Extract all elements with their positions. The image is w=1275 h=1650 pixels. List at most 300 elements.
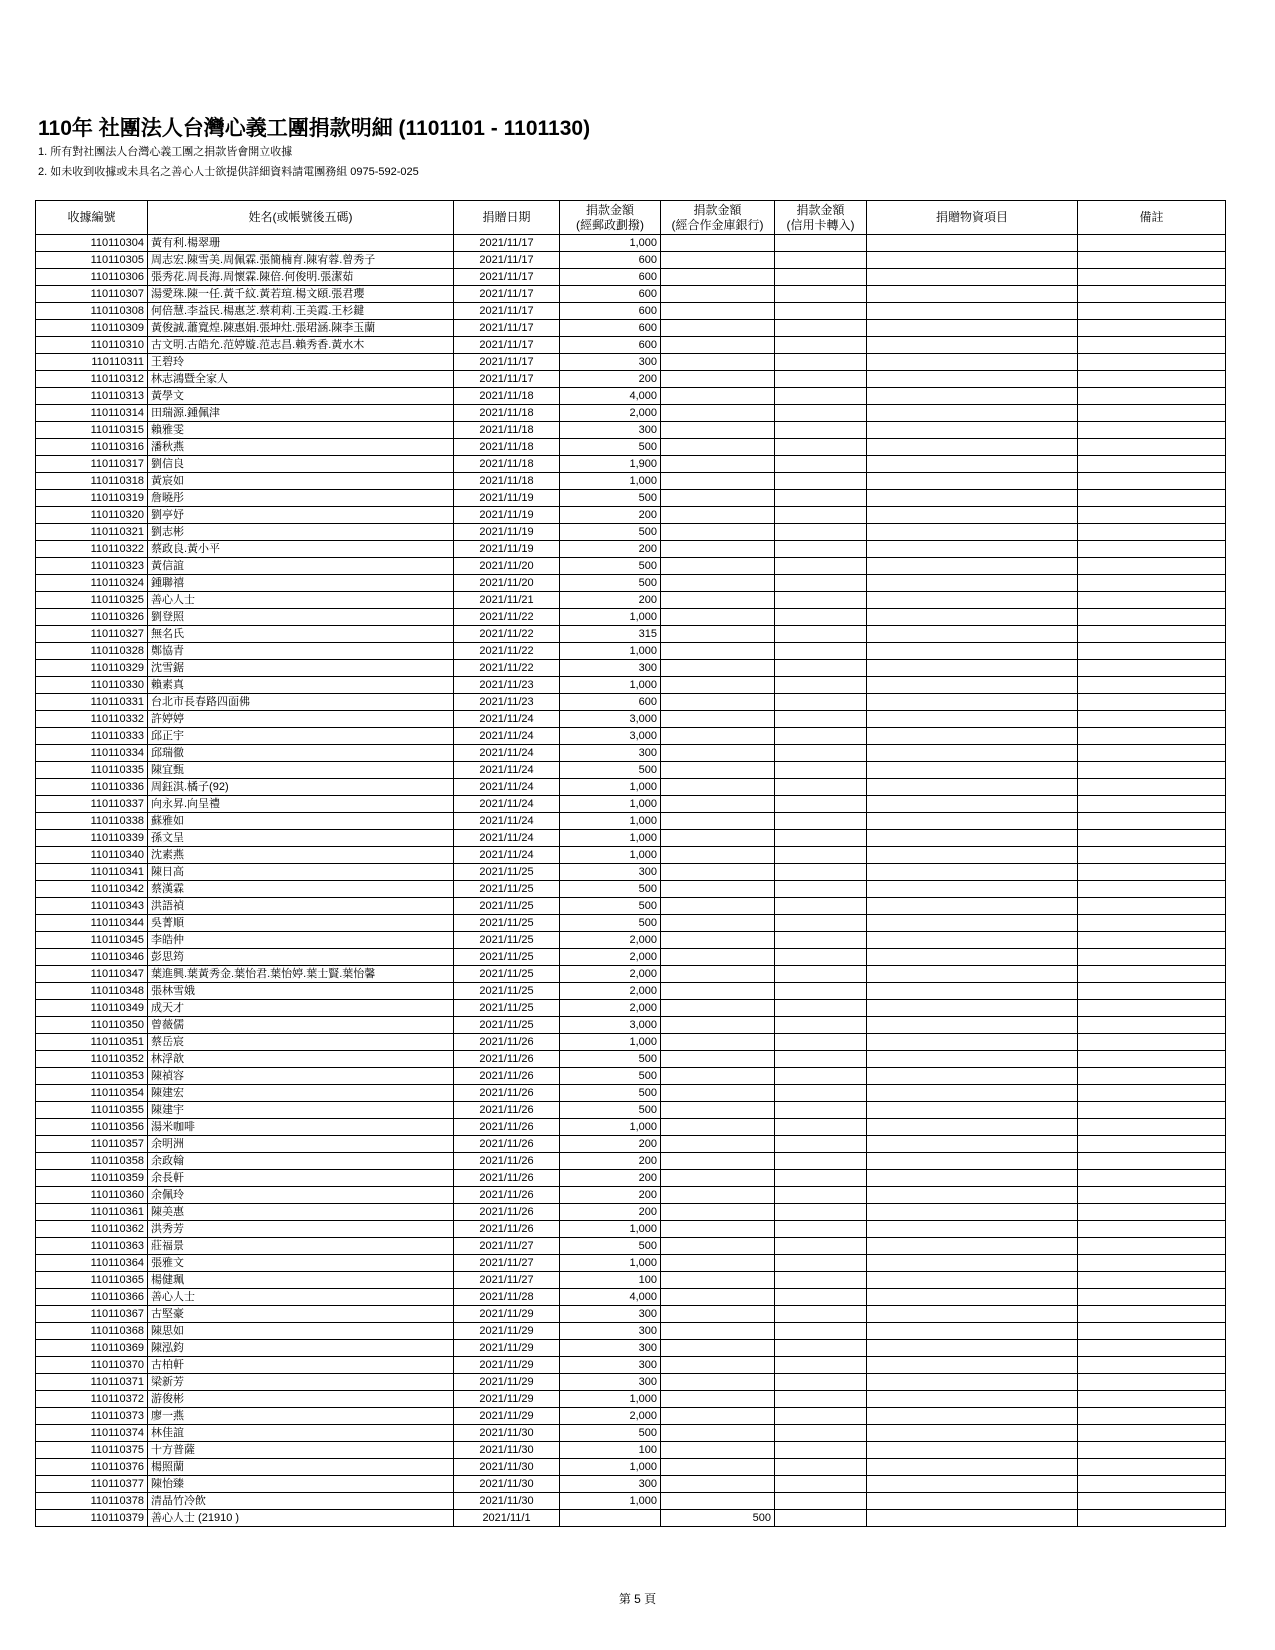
donation-date: 2021/11/23: [454, 677, 560, 694]
bank-amount: [661, 1289, 775, 1306]
card-amount: [775, 1187, 867, 1204]
donor-name: 十方普薩: [148, 1442, 454, 1459]
postal-amount: 1,000: [560, 643, 661, 660]
bank-amount: 500: [661, 1510, 775, 1527]
donation-date: 2021/11/17: [454, 269, 560, 286]
card-amount: [775, 728, 867, 745]
bank-amount: [661, 609, 775, 626]
receipt-number: 110110359: [36, 1170, 148, 1187]
remark: [1078, 388, 1226, 405]
table-row: [36, 711, 1226, 728]
donation-date: 2021/11/30: [454, 1425, 560, 1442]
goods-item: [867, 1153, 1078, 1170]
card-amount: [775, 1034, 867, 1051]
col-header-receipt-no: 收據編號: [36, 201, 148, 235]
col-header-name: 姓名(或帳號後五碼): [148, 201, 454, 235]
receipt-number: 110110357: [36, 1136, 148, 1153]
donor-name: 余佩玲: [148, 1187, 454, 1204]
card-amount: [775, 235, 867, 252]
table-row: [36, 694, 1226, 711]
postal-amount: 300: [560, 864, 661, 881]
donation-date: 2021/11/17: [454, 286, 560, 303]
goods-item: [867, 830, 1078, 847]
remark: [1078, 745, 1226, 762]
donation-date: 2021/11/22: [454, 643, 560, 660]
receipt-number: 110110321: [36, 524, 148, 541]
card-amount: [775, 1425, 867, 1442]
donor-name: 邱正宇: [148, 728, 454, 745]
remark: [1078, 1187, 1226, 1204]
goods-item: [867, 286, 1078, 303]
remark: [1078, 609, 1226, 626]
table-row: [36, 830, 1226, 847]
postal-amount: 500: [560, 762, 661, 779]
donor-name: 清晶竹冷飲: [148, 1493, 454, 1510]
postal-amount: 300: [560, 1357, 661, 1374]
remark: [1078, 320, 1226, 337]
table-row: [36, 541, 1226, 558]
card-amount: [775, 847, 867, 864]
donation-date: 2021/11/22: [454, 609, 560, 626]
bank-amount: [661, 1459, 775, 1476]
card-amount: [775, 252, 867, 269]
postal-amount: 100: [560, 1442, 661, 1459]
donation-date: 2021/11/26: [454, 1102, 560, 1119]
goods-item: [867, 439, 1078, 456]
remark: [1078, 1068, 1226, 1085]
goods-item: [867, 694, 1078, 711]
goods-item: [867, 354, 1078, 371]
goods-item: [867, 1204, 1078, 1221]
bank-amount: [661, 371, 775, 388]
card-amount: [775, 915, 867, 932]
goods-item: [867, 320, 1078, 337]
card-amount: [775, 830, 867, 847]
receipt-number: 110110332: [36, 711, 148, 728]
card-amount: [775, 1085, 867, 1102]
bank-amount: [661, 303, 775, 320]
receipt-number: 110110314: [36, 405, 148, 422]
postal-amount: 300: [560, 422, 661, 439]
donation-date: 2021/11/18: [454, 422, 560, 439]
receipt-number: 110110340: [36, 847, 148, 864]
card-amount: [775, 813, 867, 830]
bank-amount: [661, 1476, 775, 1493]
table-row: [36, 388, 1226, 405]
remark: [1078, 592, 1226, 609]
receipt-number: 110110366: [36, 1289, 148, 1306]
donor-name: 陳美惠: [148, 1204, 454, 1221]
bank-amount: [661, 1408, 775, 1425]
goods-item: [867, 796, 1078, 813]
col-header-date: 捐贈日期: [454, 201, 560, 235]
receipt-number: 110110316: [36, 439, 148, 456]
bank-amount: [661, 1153, 775, 1170]
table-row: [36, 1255, 1226, 1272]
table-row: [36, 609, 1226, 626]
donor-name: 張雅文: [148, 1255, 454, 1272]
receipt-number: 110110342: [36, 881, 148, 898]
receipt-number: 110110319: [36, 490, 148, 507]
bank-amount: [661, 507, 775, 524]
postal-amount: 500: [560, 1425, 661, 1442]
goods-item: [867, 1493, 1078, 1510]
donation-date: 2021/11/24: [454, 745, 560, 762]
donation-date: 2021/11/17: [454, 337, 560, 354]
donation-date: 2021/11/21: [454, 592, 560, 609]
donation-date: 2021/11/17: [454, 371, 560, 388]
table-row: [36, 966, 1226, 983]
postal-amount: [560, 1510, 661, 1527]
table-row: [36, 949, 1226, 966]
postal-amount: 500: [560, 558, 661, 575]
goods-item: [867, 1136, 1078, 1153]
donation-date: 2021/11/19: [454, 507, 560, 524]
postal-amount: 200: [560, 507, 661, 524]
card-amount: [775, 558, 867, 575]
remark: [1078, 643, 1226, 660]
receipt-number: 110110325: [36, 592, 148, 609]
card-amount: [775, 1238, 867, 1255]
remark: [1078, 677, 1226, 694]
card-amount: [775, 456, 867, 473]
goods-item: [867, 337, 1078, 354]
remark: [1078, 1085, 1226, 1102]
donor-name: 古堅豪: [148, 1306, 454, 1323]
remark: [1078, 1391, 1226, 1408]
table-row: [36, 1459, 1226, 1476]
donor-name: 陳怡臻: [148, 1476, 454, 1493]
donor-name: 張秀花.周長海.周懷霖.陳倍.何俊明.張潔茹: [148, 269, 454, 286]
donor-name: 余長軒: [148, 1170, 454, 1187]
postal-amount: 300: [560, 1374, 661, 1391]
remark: [1078, 1323, 1226, 1340]
bank-amount: [661, 1323, 775, 1340]
goods-item: [867, 677, 1078, 694]
bank-amount: [661, 762, 775, 779]
donation-date: 2021/11/25: [454, 983, 560, 1000]
postal-amount: 500: [560, 1051, 661, 1068]
goods-item: [867, 1119, 1078, 1136]
goods-item: [867, 1068, 1078, 1085]
donor-name: 湯愛珠.陳一任.黃千紋.黃若瑄.楊文頤.張君瓔: [148, 286, 454, 303]
card-amount: [775, 1408, 867, 1425]
donor-name: 向永昇.向呈禮: [148, 796, 454, 813]
postal-amount: 1,000: [560, 796, 661, 813]
receipt-number: 110110352: [36, 1051, 148, 1068]
donation-date: 2021/11/26: [454, 1119, 560, 1136]
bank-amount: [661, 235, 775, 252]
remark: [1078, 507, 1226, 524]
postal-amount: 1,000: [560, 1255, 661, 1272]
table-row: [36, 422, 1226, 439]
donation-date: 2021/11/29: [454, 1357, 560, 1374]
bank-amount: [661, 1017, 775, 1034]
table-row: [36, 915, 1226, 932]
donor-name: 曾薇儒: [148, 1017, 454, 1034]
goods-item: [867, 1238, 1078, 1255]
goods-item: [867, 1085, 1078, 1102]
card-amount: [775, 1017, 867, 1034]
receipt-number: 110110362: [36, 1221, 148, 1238]
remark: [1078, 1408, 1226, 1425]
postal-amount: 600: [560, 320, 661, 337]
postal-amount: 500: [560, 1238, 661, 1255]
table-row: [36, 1408, 1226, 1425]
remark: [1078, 762, 1226, 779]
postal-amount: 1,000: [560, 677, 661, 694]
table-row: [36, 813, 1226, 830]
receipt-number: 110110346: [36, 949, 148, 966]
card-amount: [775, 269, 867, 286]
bank-amount: [661, 1000, 775, 1017]
postal-amount: 600: [560, 269, 661, 286]
receipt-number: 110110355: [36, 1102, 148, 1119]
goods-item: [867, 1425, 1078, 1442]
donation-date: 2021/11/27: [454, 1238, 560, 1255]
postal-amount: 2,000: [560, 405, 661, 422]
donation-date: 2021/11/18: [454, 405, 560, 422]
table-row: [36, 1306, 1226, 1323]
card-amount: [775, 1442, 867, 1459]
col-header-card-amount: 捐款金額 (信用卡轉入): [775, 201, 867, 235]
donation-date: 2021/11/17: [454, 320, 560, 337]
postal-amount: 3,000: [560, 728, 661, 745]
remark: [1078, 252, 1226, 269]
table-row: [36, 371, 1226, 388]
bank-amount: [661, 1357, 775, 1374]
postal-amount: 315: [560, 626, 661, 643]
donation-date: 2021/11/29: [454, 1374, 560, 1391]
remark: [1078, 1510, 1226, 1527]
table-row: [36, 405, 1226, 422]
receipt-number: 110110377: [36, 1476, 148, 1493]
table-row: [36, 592, 1226, 609]
receipt-number: 110110311: [36, 354, 148, 371]
table-row: [36, 1102, 1226, 1119]
bank-amount: [661, 966, 775, 983]
card-amount: [775, 1170, 867, 1187]
card-amount: [775, 303, 867, 320]
table-row: [36, 473, 1226, 490]
card-amount: [775, 762, 867, 779]
remark: [1078, 303, 1226, 320]
donor-name: 梁新芳: [148, 1374, 454, 1391]
receipt-number: 110110307: [36, 286, 148, 303]
postal-amount: 600: [560, 337, 661, 354]
bank-amount: [661, 320, 775, 337]
donation-date: 2021/11/25: [454, 898, 560, 915]
bank-amount: [661, 1340, 775, 1357]
table-row: [36, 762, 1226, 779]
donor-name: 林志鴻暨全家人: [148, 371, 454, 388]
table-row: [36, 660, 1226, 677]
card-amount: [775, 1204, 867, 1221]
donor-name: 周鈺淇.橘子(92): [148, 779, 454, 796]
donor-name: 林浮歆: [148, 1051, 454, 1068]
remark: [1078, 1238, 1226, 1255]
remark: [1078, 728, 1226, 745]
donor-name: 陳泓鈞: [148, 1340, 454, 1357]
receipt-number: 110110348: [36, 983, 148, 1000]
bank-amount: [661, 1255, 775, 1272]
table-row: [36, 1034, 1226, 1051]
remark: [1078, 473, 1226, 490]
bank-amount: [661, 983, 775, 1000]
goods-item: [867, 575, 1078, 592]
postal-amount: 300: [560, 1306, 661, 1323]
donation-date: 2021/11/24: [454, 711, 560, 728]
remark: [1078, 881, 1226, 898]
goods-item: [867, 609, 1078, 626]
card-amount: [775, 898, 867, 915]
receipt-number: 110110371: [36, 1374, 148, 1391]
receipt-number: 110110345: [36, 932, 148, 949]
remark: [1078, 1119, 1226, 1136]
goods-item: [867, 864, 1078, 881]
goods-item: [867, 269, 1078, 286]
donation-date: 2021/11/18: [454, 388, 560, 405]
card-amount: [775, 966, 867, 983]
card-amount: [775, 1374, 867, 1391]
donor-name: 蘇雅如: [148, 813, 454, 830]
bank-amount: [661, 592, 775, 609]
donation-date: 2021/11/25: [454, 966, 560, 983]
postal-amount: 2,000: [560, 983, 661, 1000]
bank-amount: [661, 1493, 775, 1510]
goods-item: [867, 422, 1078, 439]
card-amount: [775, 1323, 867, 1340]
postal-amount: 1,000: [560, 235, 661, 252]
receipt-number: 110110329: [36, 660, 148, 677]
goods-item: [867, 898, 1078, 915]
donation-date: 2021/11/17: [454, 303, 560, 320]
receipt-number: 110110344: [36, 915, 148, 932]
postal-amount: 100: [560, 1272, 661, 1289]
postal-amount: 1,000: [560, 1221, 661, 1238]
bank-amount: [661, 1391, 775, 1408]
goods-item: [867, 1459, 1078, 1476]
donor-name: 余明洲: [148, 1136, 454, 1153]
donation-date: 2021/11/26: [454, 1221, 560, 1238]
bank-amount: [661, 354, 775, 371]
remark: [1078, 898, 1226, 915]
donor-name: 葉進興.葉黃秀金.葉怡君.葉怡婷.葉士賢.葉怡馨: [148, 966, 454, 983]
donation-date: 2021/11/19: [454, 541, 560, 558]
table-row: [36, 1221, 1226, 1238]
receipt-number: 110110330: [36, 677, 148, 694]
card-amount: [775, 337, 867, 354]
remark: [1078, 779, 1226, 796]
postal-amount: 600: [560, 286, 661, 303]
donation-date: 2021/11/26: [454, 1187, 560, 1204]
donor-name: 台北市長春路四面佛: [148, 694, 454, 711]
bank-amount: [661, 1102, 775, 1119]
card-amount: [775, 1340, 867, 1357]
col-header-bank-amount: 捐款金額 (經合作金庫銀行): [661, 201, 775, 235]
card-amount: [775, 1119, 867, 1136]
goods-item: [867, 949, 1078, 966]
table-row: [36, 983, 1226, 1000]
table-row: [36, 898, 1226, 915]
donation-date: 2021/11/24: [454, 779, 560, 796]
goods-item: [867, 1272, 1078, 1289]
remark: [1078, 796, 1226, 813]
postal-amount: 1,000: [560, 1391, 661, 1408]
donation-table: [35, 200, 1226, 1527]
receipt-number: 110110309: [36, 320, 148, 337]
donor-name: 田瑞源.鍾佩津: [148, 405, 454, 422]
goods-item: [867, 1374, 1078, 1391]
postal-amount: 600: [560, 252, 661, 269]
donor-name: 潘秋燕: [148, 439, 454, 456]
donation-date: 2021/11/30: [454, 1493, 560, 1510]
donor-name: 廖一燕: [148, 1408, 454, 1425]
receipt-number: 110110336: [36, 779, 148, 796]
donation-date: 2021/11/19: [454, 524, 560, 541]
bank-amount: [661, 796, 775, 813]
goods-item: [867, 1051, 1078, 1068]
goods-item: [867, 524, 1078, 541]
card-amount: [775, 592, 867, 609]
donation-date: 2021/11/17: [454, 252, 560, 269]
card-amount: [775, 677, 867, 694]
donor-name: 陳思如: [148, 1323, 454, 1340]
receipt-note: 1. 所有對社團法人台灣心義工團之捐款皆會開立收據: [38, 146, 293, 158]
receipt-number: 110110331: [36, 694, 148, 711]
goods-item: [867, 660, 1078, 677]
donation-date: 2021/11/26: [454, 1034, 560, 1051]
donation-rows: [36, 235, 1226, 1527]
card-amount: [775, 1493, 867, 1510]
card-amount: [775, 881, 867, 898]
postal-amount: 300: [560, 660, 661, 677]
donor-name: 余政翰: [148, 1153, 454, 1170]
card-amount: [775, 711, 867, 728]
card-amount: [775, 1136, 867, 1153]
receipt-number: 110110370: [36, 1357, 148, 1374]
remark: [1078, 235, 1226, 252]
bank-amount: [661, 1221, 775, 1238]
donor-name: 陳日高: [148, 864, 454, 881]
donor-name: 許婷婷: [148, 711, 454, 728]
card-amount: [775, 1255, 867, 1272]
receipt-number: 110110334: [36, 745, 148, 762]
receipt-number: 110110351: [36, 1034, 148, 1051]
table-row: [36, 779, 1226, 796]
remark: [1078, 575, 1226, 592]
donor-name: 周志宏.陳雪美.周佩霖.張簡楠育.陳宥蓉.曾秀子: [148, 252, 454, 269]
table-row: [36, 1017, 1226, 1034]
card-amount: [775, 1051, 867, 1068]
card-amount: [775, 1476, 867, 1493]
goods-item: [867, 252, 1078, 269]
remark: [1078, 439, 1226, 456]
donor-name: 黃學文: [148, 388, 454, 405]
card-amount: [775, 388, 867, 405]
remark: [1078, 966, 1226, 983]
goods-item: [867, 762, 1078, 779]
table-row: [36, 847, 1226, 864]
donation-date: 2021/11/25: [454, 1000, 560, 1017]
bank-amount: [661, 388, 775, 405]
card-amount: [775, 932, 867, 949]
remark: [1078, 490, 1226, 507]
receipt-number: 110110306: [36, 269, 148, 286]
donation-date: 2021/11/25: [454, 915, 560, 932]
bank-amount: [661, 932, 775, 949]
remark: [1078, 626, 1226, 643]
